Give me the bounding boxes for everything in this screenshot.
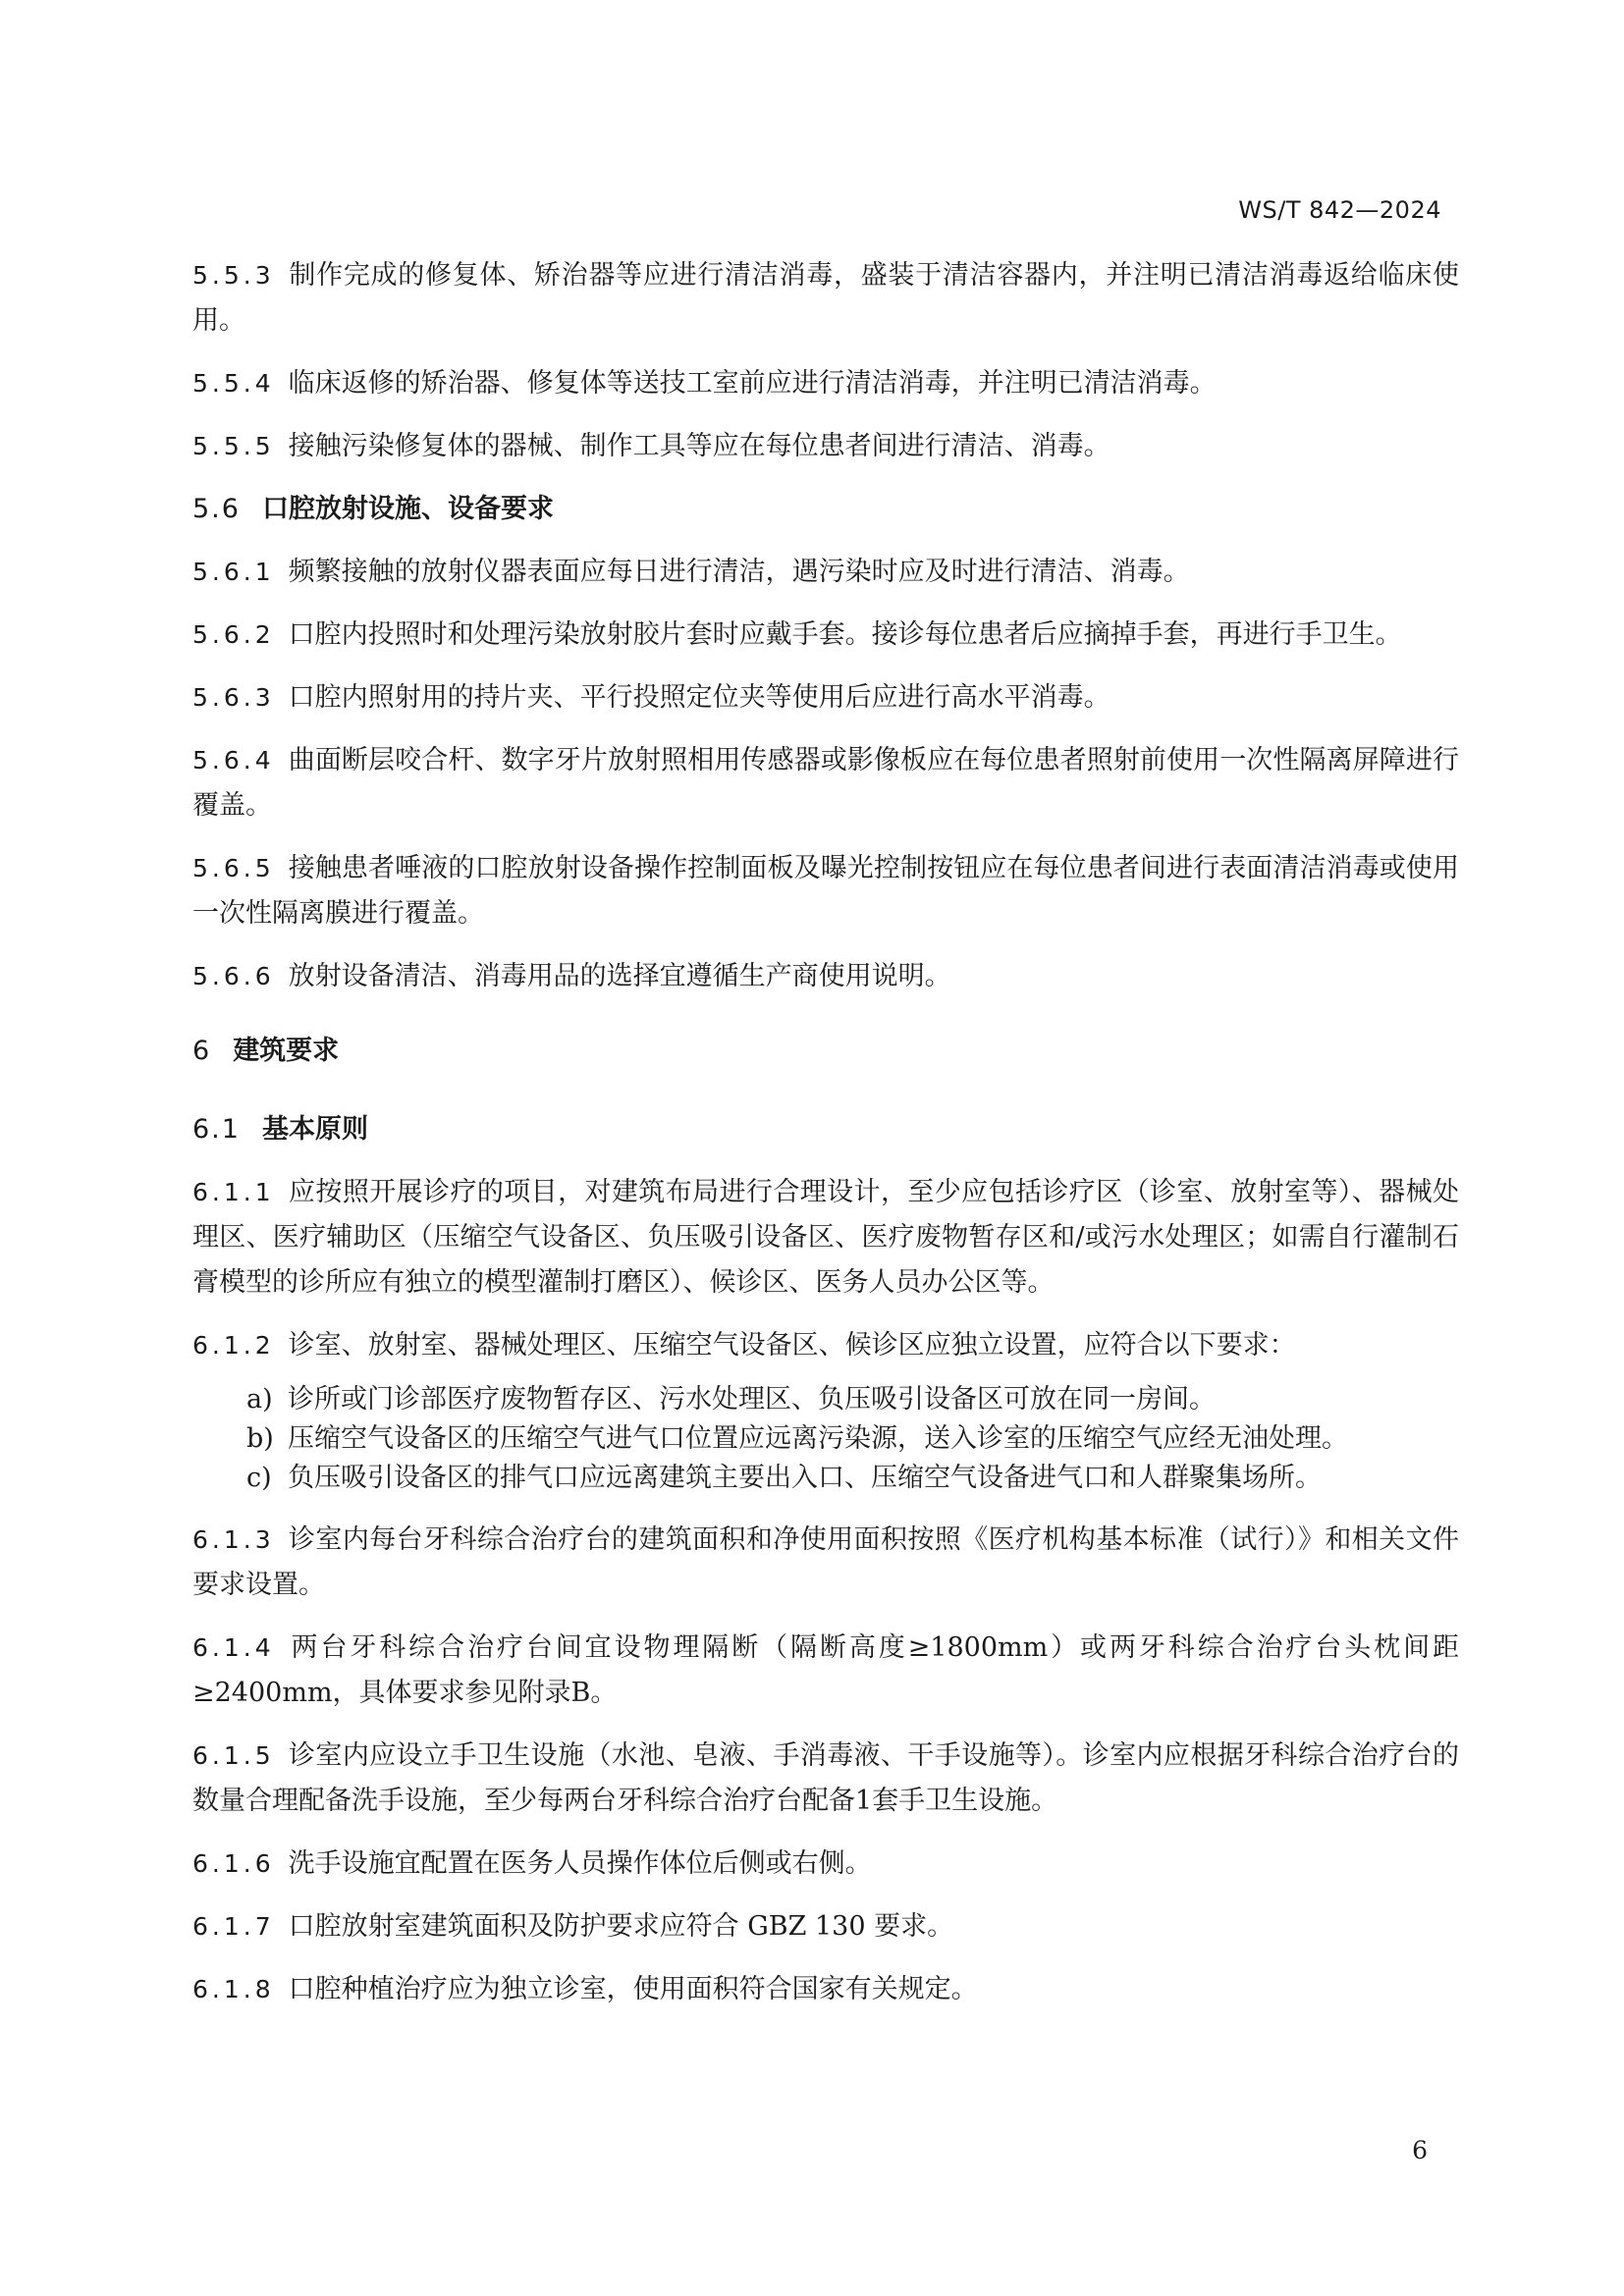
clause-number: 6.1.1: [192, 1178, 275, 1206]
list-item-label: c): [246, 1463, 272, 1493]
clause-number: 5.6.4: [192, 746, 275, 774]
clause-6-1-8: [192, 1967, 1459, 2012]
clause-text: 口腔种植治疗应为独立诊室，使用面积符合国家有关规定。: [288, 1974, 978, 2004]
list-item: [192, 1419, 1459, 1459]
chapter-title: 建筑要求: [233, 1036, 340, 1066]
clause-text: 洗手设施宜配置在医务人员操作体位后侧或右侧。: [288, 1848, 872, 1879]
section-heading-6-1: [192, 1107, 1459, 1152]
page-number: 6: [1412, 2136, 1428, 2164]
clause-5-5-3: [192, 253, 1459, 344]
clause-6-1-2: [192, 1323, 1459, 1368]
clause-text: 制作完成的修复体、矫治器等应进行清洁消毒，盛装于清洁容器内，并注明已清洁消毒返给临床使用。: [192, 260, 1459, 336]
clause-5-6-4: [192, 738, 1459, 828]
clause-number: 6.1.3: [192, 1525, 275, 1554]
section-title: 口腔放射设施、设备要求: [261, 494, 554, 524]
section-number: 6.1: [192, 1114, 241, 1145]
clause-5-6-2: [192, 613, 1459, 658]
clause-5-6-3: [192, 675, 1459, 721]
list-item: [192, 1459, 1459, 1498]
chapter-number: 6: [192, 1036, 212, 1066]
section-title: 基本原则: [261, 1114, 368, 1145]
clause-number: 5.5.5: [192, 432, 275, 460]
clause-6-1-7: [192, 1904, 1459, 1949]
clause-text: 诊室内每台牙科综合治疗台的建筑面积和净使用面积按照《医疗机构基本标准（试行）》和相关文件要求设置。: [192, 1524, 1459, 1600]
clause-number: 5.6.1: [192, 558, 275, 586]
clause-6-1-5: [192, 1734, 1459, 1824]
clause-text: 口腔内投照时和处理污染放射胶片套时应戴手套。接诊每位患者后应摘掉手套，再进行手卫生。: [288, 619, 1402, 650]
clause-5-5-4: [192, 361, 1459, 406]
clause-text: 两台牙科综合治疗台间宜设物理隔断（隔断高度≥1800mm）或两牙科综合治疗台头枕间距≥2400mm，具体要求参见附录B。: [192, 1632, 1459, 1708]
clause-number: 6.1.5: [192, 1741, 275, 1770]
clause-text: 应按照开展诊疗的项目，对建筑布局进行合理设计，至少应包括诊疗区（诊室、放射室等）、器械处理区、医疗辅助区（压缩空气设备区、负压吸引设备区、医疗废物暂存区和/或污水处理区；如需自行灌制石膏模型的诊所应有独立的模型灌制打磨区）、候诊区、医务人员办公区等。: [192, 1177, 1459, 1298]
clause-text: 曲面断层咬合杆、数字牙片放射照相用传感器或影像板应在每位患者照射前使用一次性隔离屏障进行覆盖。: [192, 745, 1459, 821]
standard-code: WS/T 842—2024: [1238, 196, 1441, 224]
clause-text: 接触污染修复体的器械、制作工具等应在每位患者间进行清洁、消毒。: [288, 431, 1110, 461]
clause-text: 临床返修的矫治器、修复体等送技工室前应进行清洁消毒，并注明已清洁消毒。: [288, 368, 1217, 399]
clause-number: 5.5.3: [192, 261, 275, 290]
clause-text: 口腔内照射用的持片夹、平行投照定位夹等使用后应进行高水平消毒。: [288, 682, 1110, 713]
clause-5-6-6: [192, 954, 1459, 999]
list-item-text: 压缩空气设备区的压缩空气进气口位置应远离污染源，送入诊室的压缩空气应经无油处理。: [288, 1423, 1348, 1454]
clause-text: 口腔放射室建筑面积及防护要求应符合 GBZ 130 要求。: [288, 1911, 954, 1942]
clause-6-1-1: [192, 1170, 1459, 1306]
section-number: 5.6: [192, 494, 241, 524]
clause-number: 5.6.3: [192, 683, 275, 712]
clause-6-1-6: [192, 1842, 1459, 1887]
document-body: [192, 253, 1459, 2030]
clause-number: 6.1.7: [192, 1912, 275, 1941]
clause-5-5-5: [192, 424, 1459, 469]
clause-number: 6.1.8: [192, 1975, 275, 2003]
clause-number: 5.6.5: [192, 854, 275, 882]
clause-number: 5.5.4: [192, 369, 275, 398]
list-item-text: 负压吸引设备区的排气口应远离建筑主要出入口、压缩空气设备进气口和人群聚集场所。: [288, 1463, 1322, 1493]
clause-5-6-1: [192, 550, 1459, 595]
clause-6-1-4: [192, 1626, 1459, 1716]
clause-6-1-3: [192, 1518, 1459, 1608]
clause-text: 诊室内应设立手卫生设施（水池、皂液、手消毒液、干手设施等）。诊室内应根据牙科综合治疗台的数量合理配备洗手设施，至少每两台牙科综合治疗台配备1套手卫生设施。: [192, 1740, 1459, 1816]
list-item: [192, 1380, 1459, 1419]
list-item-label: b): [246, 1423, 274, 1454]
clause-number: 6.1.2: [192, 1331, 275, 1360]
clause-number: 5.6.6: [192, 962, 275, 990]
list-item-label: a): [246, 1384, 273, 1415]
clause-text: 诊室、放射室、器械处理区、压缩空气设备区、候诊区应独立设置，应符合以下要求：: [288, 1330, 1296, 1361]
clause-text: 放射设备清洁、消毒用品的选择宜遵循生产商使用说明。: [288, 961, 951, 991]
clause-text: 频繁接触的放射仪器表面应每日进行清洁，遇污染时应及时进行清洁、消毒。: [288, 557, 1190, 587]
section-heading-5-6: [192, 487, 1459, 532]
clause-number: 6.1.6: [192, 1849, 275, 1878]
requirements-list: [192, 1380, 1459, 1498]
clause-5-6-5: [192, 846, 1459, 936]
chapter-heading-6: [192, 1029, 1459, 1074]
clause-text: 接触患者唾液的口腔放射设备操作控制面板及曝光控制按钮应在每位患者间进行表面清洁消毒或使用一次性隔离膜进行覆盖。: [192, 853, 1459, 929]
clause-number: 5.6.2: [192, 620, 275, 649]
clause-number: 6.1.4: [192, 1633, 275, 1662]
list-item-text: 诊所或门诊部医疗废物暂存区、污水处理区、负压吸引设备区可放在同一房间。: [288, 1384, 1216, 1415]
